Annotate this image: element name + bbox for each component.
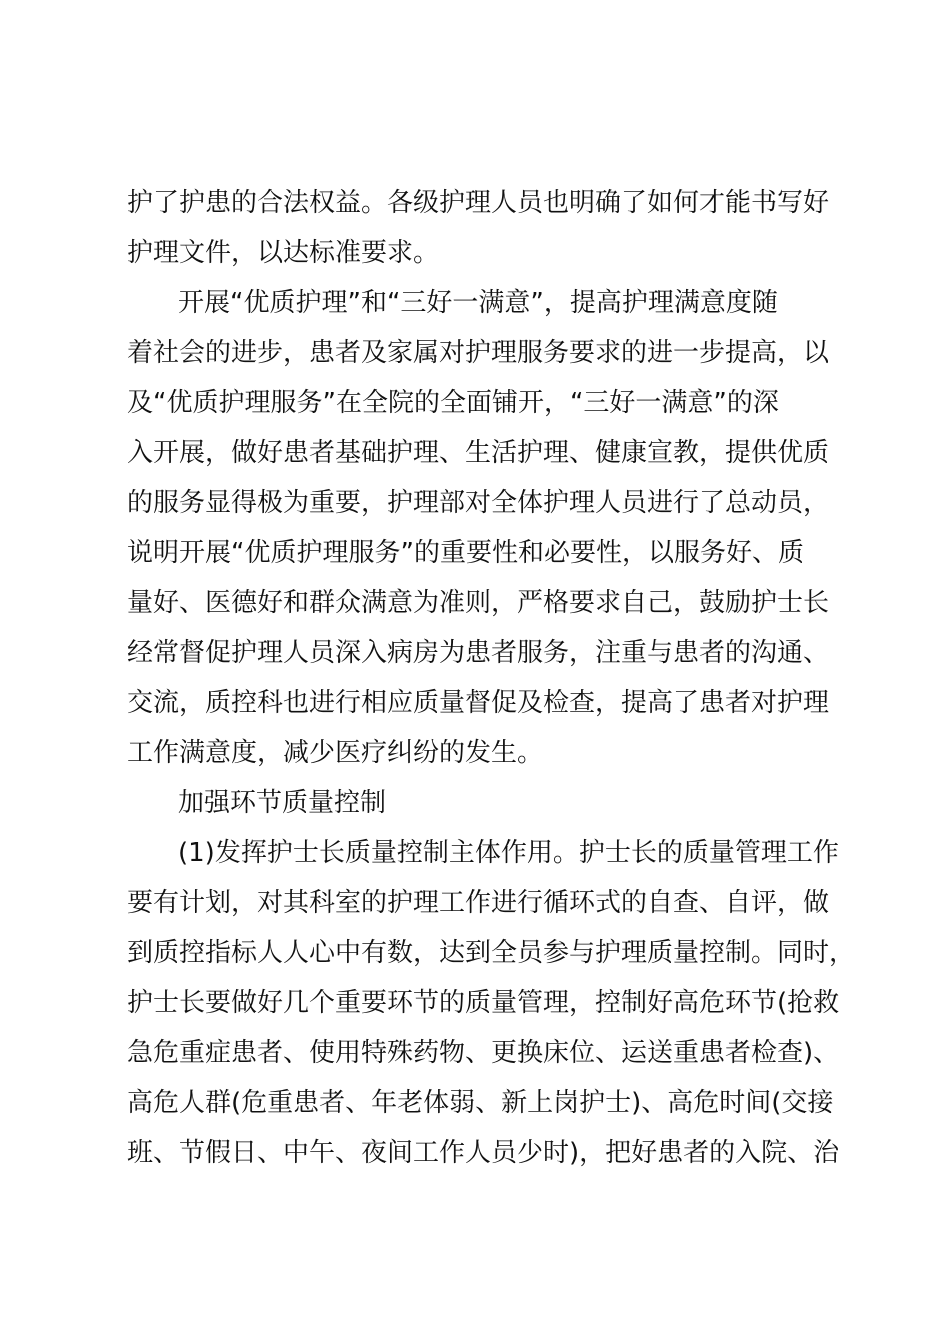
text-line: 及“优质护理服务”在全院的全面铺开，“三好一满意”的深 <box>127 388 779 418</box>
text-line: 经常督促护理人员深入病房为患者服务，注重与患者的沟通、 <box>127 638 830 668</box>
paragraph-start-line: 开展“优质护理”和“三好一满意”，提高护理满意度随 <box>178 288 778 318</box>
text-line: 高危人群(危重患者、年老体弱、新上岗护士)、高危时间(交接 <box>127 1088 834 1118</box>
text-line: 护了护患的合法权益。各级护理人员也明确了如何才能书写好 <box>127 188 830 218</box>
text-line: 班、节假日、中午、夜间工作人员少时)，把好患者的入院、治 <box>127 1138 840 1168</box>
text-line: 护士长要做好几个重要环节的质量管理，控制好高危环节(抢救 <box>127 988 840 1018</box>
section-heading: 加强环节质量控制 <box>178 788 387 818</box>
text-line: 到质控指标人人心中有数，达到全员参与护理质量控制。同时， <box>127 938 856 968</box>
text-line: 量好、医德好和群众满意为准则，严格要求自己，鼓励护士长 <box>127 588 830 618</box>
paragraph-start-line: (1)发挥护士长质量控制主体作用。护士长的质量管理工作 <box>178 838 839 868</box>
text-line: 说明开展“优质护理服务”的重要性和必要性，以服务好、质 <box>127 538 804 568</box>
text-line: 急危重症患者、使用特殊药物、更换床位、运送重患者检查)、 <box>127 1038 840 1068</box>
text-line: 交流，质控科也进行相应质量督促及检查，提高了患者对护理 <box>127 688 830 718</box>
text-line: 的服务显得极为重要，护理部对全体护理人员进行了总动员， <box>127 488 830 518</box>
text-line: 着社会的进步，患者及家属对护理服务要求的进一步提高，以 <box>127 338 830 368</box>
text-line: 护理文件，以达标准要求。 <box>127 238 440 268</box>
text-line: 入开展，做好患者基础护理、生活护理、健康宣教，提供优质 <box>127 438 830 468</box>
text-line: 要有计划，对其科室的护理工作进行循环式的自查、自评，做 <box>127 888 830 918</box>
text-line: 工作满意度，减少医疗纠纷的发生。 <box>127 738 544 768</box>
